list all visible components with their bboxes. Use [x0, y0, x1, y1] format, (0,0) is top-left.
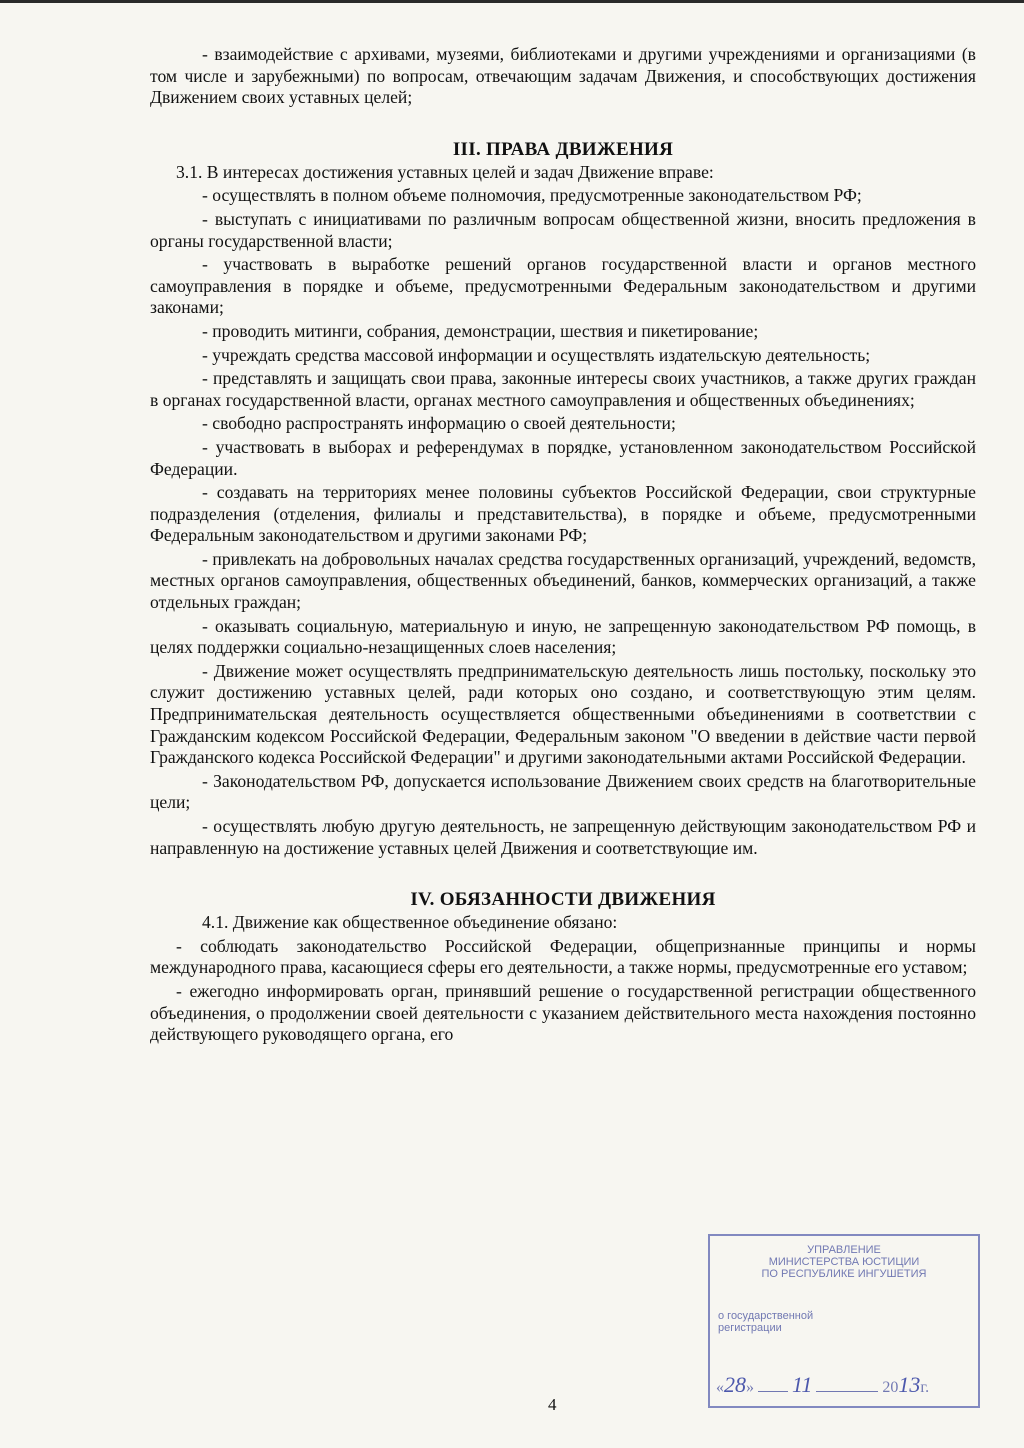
right-item-11: - оказывать социальную, материальную и иную, не запрещенную законодательством РФ помощь, в целях поддержки социально-незащищенных слоев населения; [150, 615, 976, 658]
right-item-9: - создавать на территориях менее половины субъектов Российской Федерации, свои структурные подразделения (отделения, филиалы и представительства), в порядке и объеме, предусмотренными Федеральным законодательством и другими законами РФ; [150, 482, 976, 546]
stamp-month: 11 [792, 1372, 813, 1397]
document-page [150, 44, 976, 1048]
page-number: 4 [548, 1395, 557, 1414]
duty-item-2: - ежегодно информировать орган, принявший решение о государственной регистрации общественного объединения, о продолжении своей деятельности с указанием действительного места нахождения постоянно действующего руководящего органа, его [150, 980, 976, 1045]
stamp-date: «28» 11 2013г. [716, 1372, 930, 1397]
registration-stamp [708, 1234, 980, 1408]
stamp-line-5: регистрации [718, 1322, 782, 1334]
stamp-line-4: о государственной [718, 1310, 814, 1322]
section-4-intro: 4.1. Движение как общественное объединение обязано: [202, 912, 618, 933]
right-item-4: - проводить митинги, собрания, демонстрации, шествия и пикетирование; [202, 320, 759, 341]
right-item-7: - свободно распространять информацию о своей деятельности; [202, 413, 676, 434]
right-item-13: - Законодательством РФ, допускается использование Движением своих средств на благотворительные цели; [150, 770, 976, 813]
stamp-line-2: МИНИСТЕРСТВА ЮСТИЦИИ [768, 1256, 920, 1268]
paragraph-archives: - взаимодействие с архивами, музеями, библиотеками и другими учреждениями и организациями (в том числе и зарубежными) по вопросам, отвечающим задачам Движения, и способствующих достижения Движением своих уставных целей; [150, 44, 976, 108]
right-item-1: - осуществлять в полном объеме полномочия, предусмотренные законодательством РФ; [202, 185, 862, 206]
section-3-heading: III. ПРАВА ДВИЖЕНИЯ [452, 138, 674, 160]
stamp-year-end: г. [920, 1379, 930, 1396]
stamp-line-1: УПРАВЛЕНИЕ [807, 1244, 881, 1256]
right-item-2: - выступать с инициативами по различным вопросам общественной жизни, вносить предложения в органы государственной власти; [150, 208, 976, 251]
stamp-line-3: ПО РЕСПУБЛИКЕ ИНГУШЕТИЯ [761, 1268, 927, 1280]
duty-item-1: - соблюдать законодательство Российской Федерации, общепризнанные принципы и нормы международного права, касающиеся сферы его деятельности, а также нормы, предусмотренные его уставом; [150, 935, 976, 978]
right-item-14: - осуществлять любую другую деятельность, не запрещенную действующим законодательством РФ и направленную на достижение уставных целей Движения и соответствующие им. [150, 816, 976, 858]
stamp-year-suffix: 13 [898, 1372, 921, 1397]
stamp-subtext [718, 1310, 978, 1334]
right-item-12: - Движение может осуществлять предпринимательскую деятельность лишь постольку, поскольку это служит достижению уставных целей, ради которых оно создано, и соответствующую этим целям. Предпринимательская деятельность осуществляется общественными объединениями в соответствии с Гражданским кодексом Российской Федерации, Федеральным законом "О введении в действие части первой Гражданского кодекса Российской Федерации" и другими законодательными актами Российской Федерации. [150, 660, 976, 768]
section-3-intro: 3.1. В интересах достижения уставных целей и задач Движение вправе: [176, 161, 714, 182]
stamp-header [710, 1244, 978, 1280]
stamp-year-prefix: 20 [882, 1379, 899, 1396]
right-item-5: - учреждать средства массовой информации и осуществлять издательскую деятельность; [202, 344, 871, 365]
right-item-6: - представлять и защищать свои права, законные интересы своих участников, а также других граждан в органах государственной власти, органах местного самоуправления и общественных объединениях; [150, 368, 976, 410]
stamp-day: 28 [724, 1372, 746, 1397]
scan-top-edge [0, 0, 1024, 3]
right-item-3: - участвовать в выработке решений органов государственной власти и органов местного самоуправления в порядке и объеме, предусмотренными Федеральным законодательством и другими законами; [150, 254, 976, 318]
section-4-heading: IV. ОБЯЗАННОСТИ ДВИЖЕНИЯ [410, 889, 716, 911]
right-item-10: - привлекать на добровольных началах средства государственных организаций, учреждений, ведомств, местных органов самоуправления, общественных объединений, банков, коммерческих организаций, а также отдельных граждан; [150, 548, 976, 613]
right-item-8: - участвовать в выборах и референдумах в порядке, установленном законодательством Российской Федерации. [150, 436, 976, 479]
